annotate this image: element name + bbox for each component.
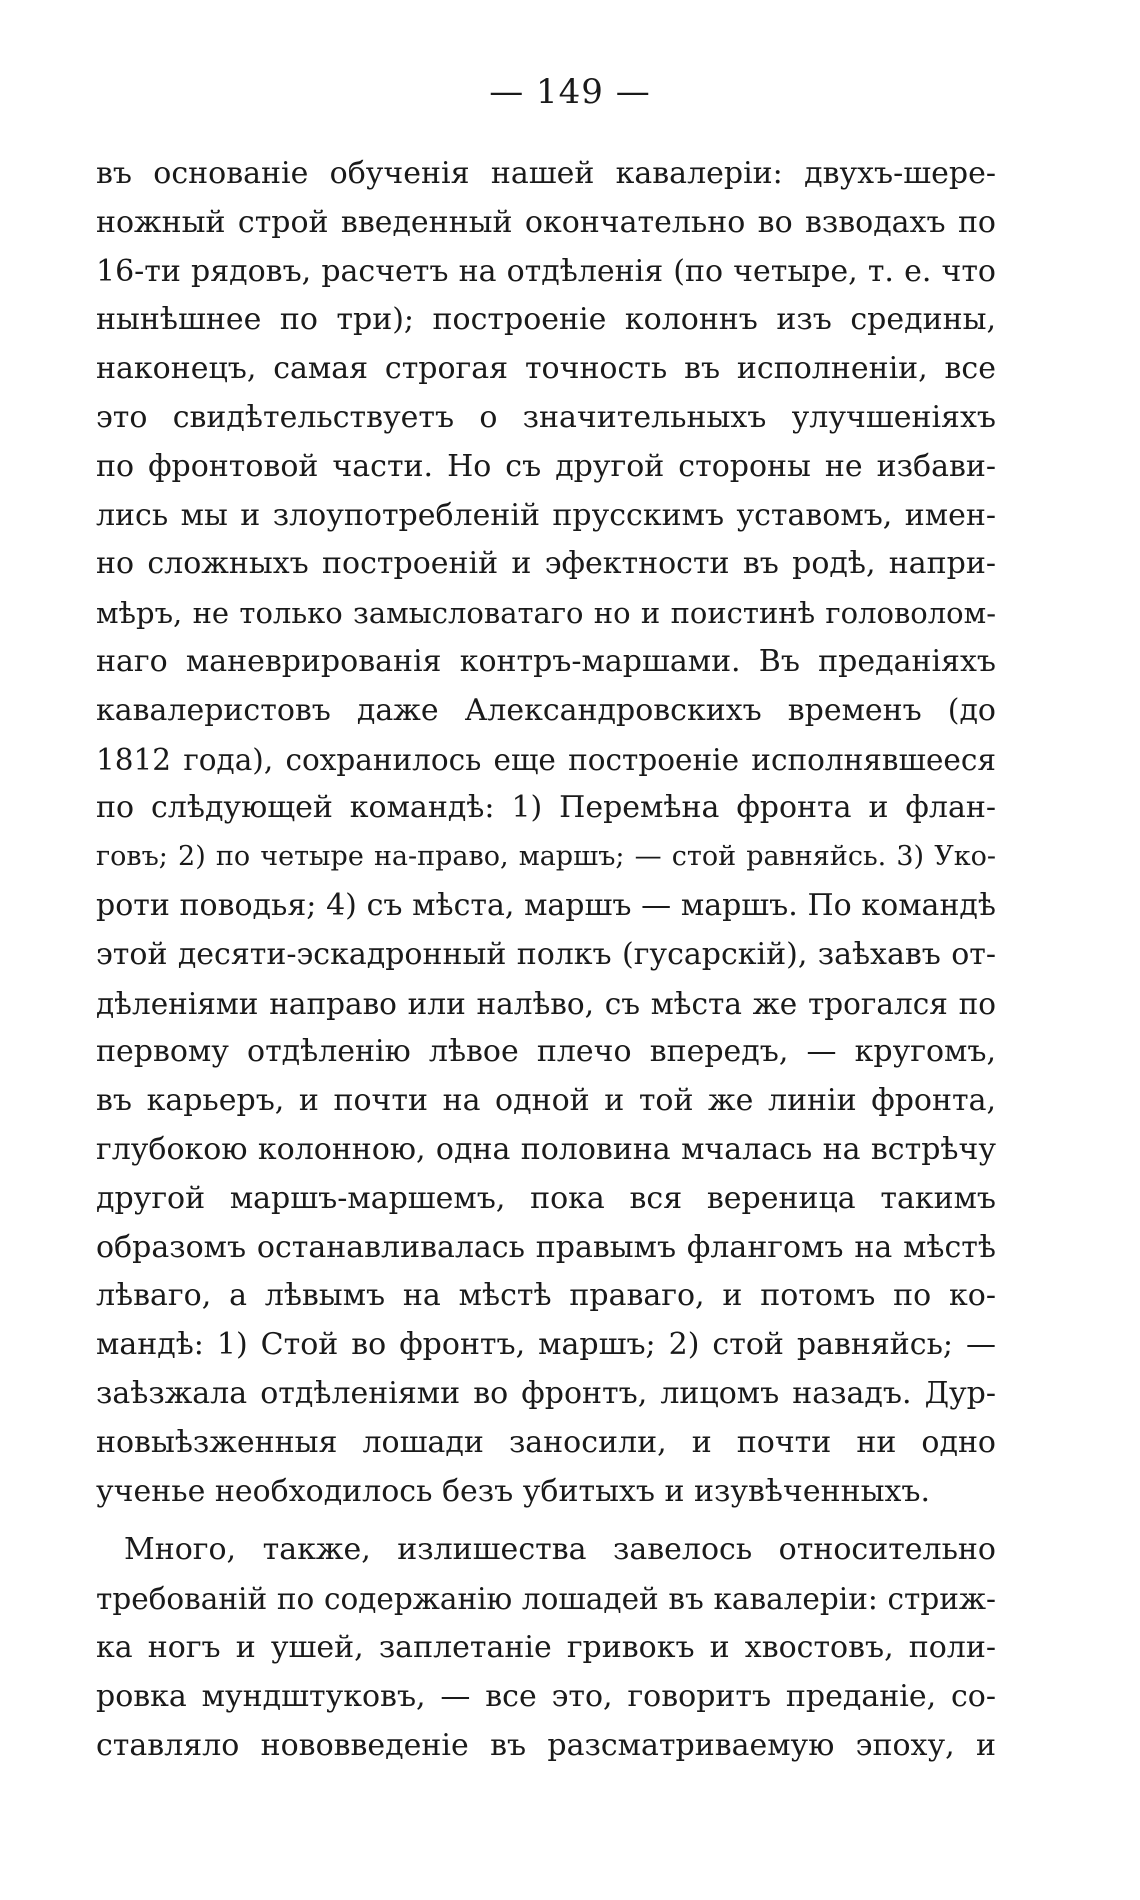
text-line: 1812 года), сохранилось еще построеніе исполнявшееся bbox=[96, 742, 996, 777]
text-line: этой десяти-эскадронный полкъ (гусарскій), заѣхавъ от- bbox=[96, 936, 996, 972]
text-line: нынѣшнее по три); построеніе колоннъ изъ средины, bbox=[96, 302, 996, 338]
text-line: по слѣдующей командѣ: 1) Перемѣна фронта и флан- bbox=[96, 790, 996, 826]
text-line: наго маневрированія контръ-маршами. Въ преданіяхъ bbox=[96, 643, 996, 679]
text-line: въ карьеръ, и почти на одной и той же линіи фронта, bbox=[96, 1083, 996, 1119]
text-line: дѣленіями направо или налѣво, съ мѣста же трогался по bbox=[96, 986, 996, 1021]
text-line: въ основаніе обученія нашей кавалеріи: двухъ-шере- bbox=[96, 156, 996, 191]
text-line: ножный строй введенный окончательно во взводахъ по bbox=[96, 204, 996, 240]
text-line: Много, также, излишества завелось относительно bbox=[124, 1532, 996, 1568]
text-line: образомъ останавливалась правымъ флангомъ на мѣстѣ bbox=[96, 1229, 996, 1265]
text-line: глубокою колонною, одна половина мчалась на встрѣчу bbox=[96, 1131, 996, 1167]
page-number: — 149 — bbox=[489, 72, 651, 112]
text-line: лись мы и злоупотребленій прусскимъ уставомъ, имен- bbox=[96, 497, 996, 533]
text-line: мандѣ: 1) Стой во фронтъ, маршъ; 2) стой равняйсь; — bbox=[96, 1327, 996, 1363]
text-line: требованій по содержанію лошадей въ кавалеріи: стриж- bbox=[96, 1582, 996, 1617]
text-line: 16-ти рядовъ, расчетъ на отдѣленія (по четыре, т. е. что bbox=[96, 253, 996, 289]
paragraph-gap bbox=[96, 1516, 996, 1526]
text-line: роти поводья; 4) съ мѣста, маршъ — маршъ. По командѣ bbox=[96, 887, 996, 923]
text-line: по фронтовой части. Но съ другой стороны не избави- bbox=[96, 448, 996, 484]
text-line: заѣзжала отдѣленіями во фронтъ, лицомъ назадъ. Дур- bbox=[96, 1375, 996, 1411]
text-line: ученье необходилось безъ убитыхъ и изувѣченныхъ. bbox=[96, 1473, 931, 1509]
text-line: ка ногъ и ушей, заплетаніе гривокъ и хвостовъ, поли- bbox=[96, 1629, 996, 1665]
text-line: другой маршъ-маршемъ, пока вся вереница такимъ bbox=[96, 1180, 996, 1216]
text-line: лѣваго, а лѣвымъ на мѣстѣ праваго, и потомъ по ко- bbox=[96, 1278, 996, 1314]
text-line: говъ; 2) по четыре на-право, маршъ; — стой равняйсь. 3) Уко- bbox=[96, 841, 996, 873]
text-line: мѣръ, не только замысловатаго но и поистинѣ головолом- bbox=[96, 596, 996, 631]
text-line: ставляло нововведеніе въ разсматриваемую эпоху, и bbox=[96, 1727, 996, 1763]
text-line: кавалеристовъ даже Александровскихъ временъ (до bbox=[96, 692, 996, 728]
text-line: ровка мундштуковъ, — все это, говоритъ преданіе, со- bbox=[96, 1678, 996, 1714]
body-text bbox=[96, 150, 996, 1770]
text-line: но сложныхъ построеній и эфектности въ родѣ, напри- bbox=[96, 546, 996, 582]
text-line: это свидѣтельствуетъ о значительныхъ улучшеніяхъ bbox=[96, 399, 996, 435]
text-line: новыѣзженныя лошади заносили, и почти ни одно bbox=[96, 1424, 996, 1460]
text-line: наконецъ, самая строгая точность въ исполненіи, все bbox=[96, 351, 996, 387]
text-line: первому отдѣленію лѣвое плечо впередъ, — кругомъ, bbox=[96, 1034, 996, 1070]
